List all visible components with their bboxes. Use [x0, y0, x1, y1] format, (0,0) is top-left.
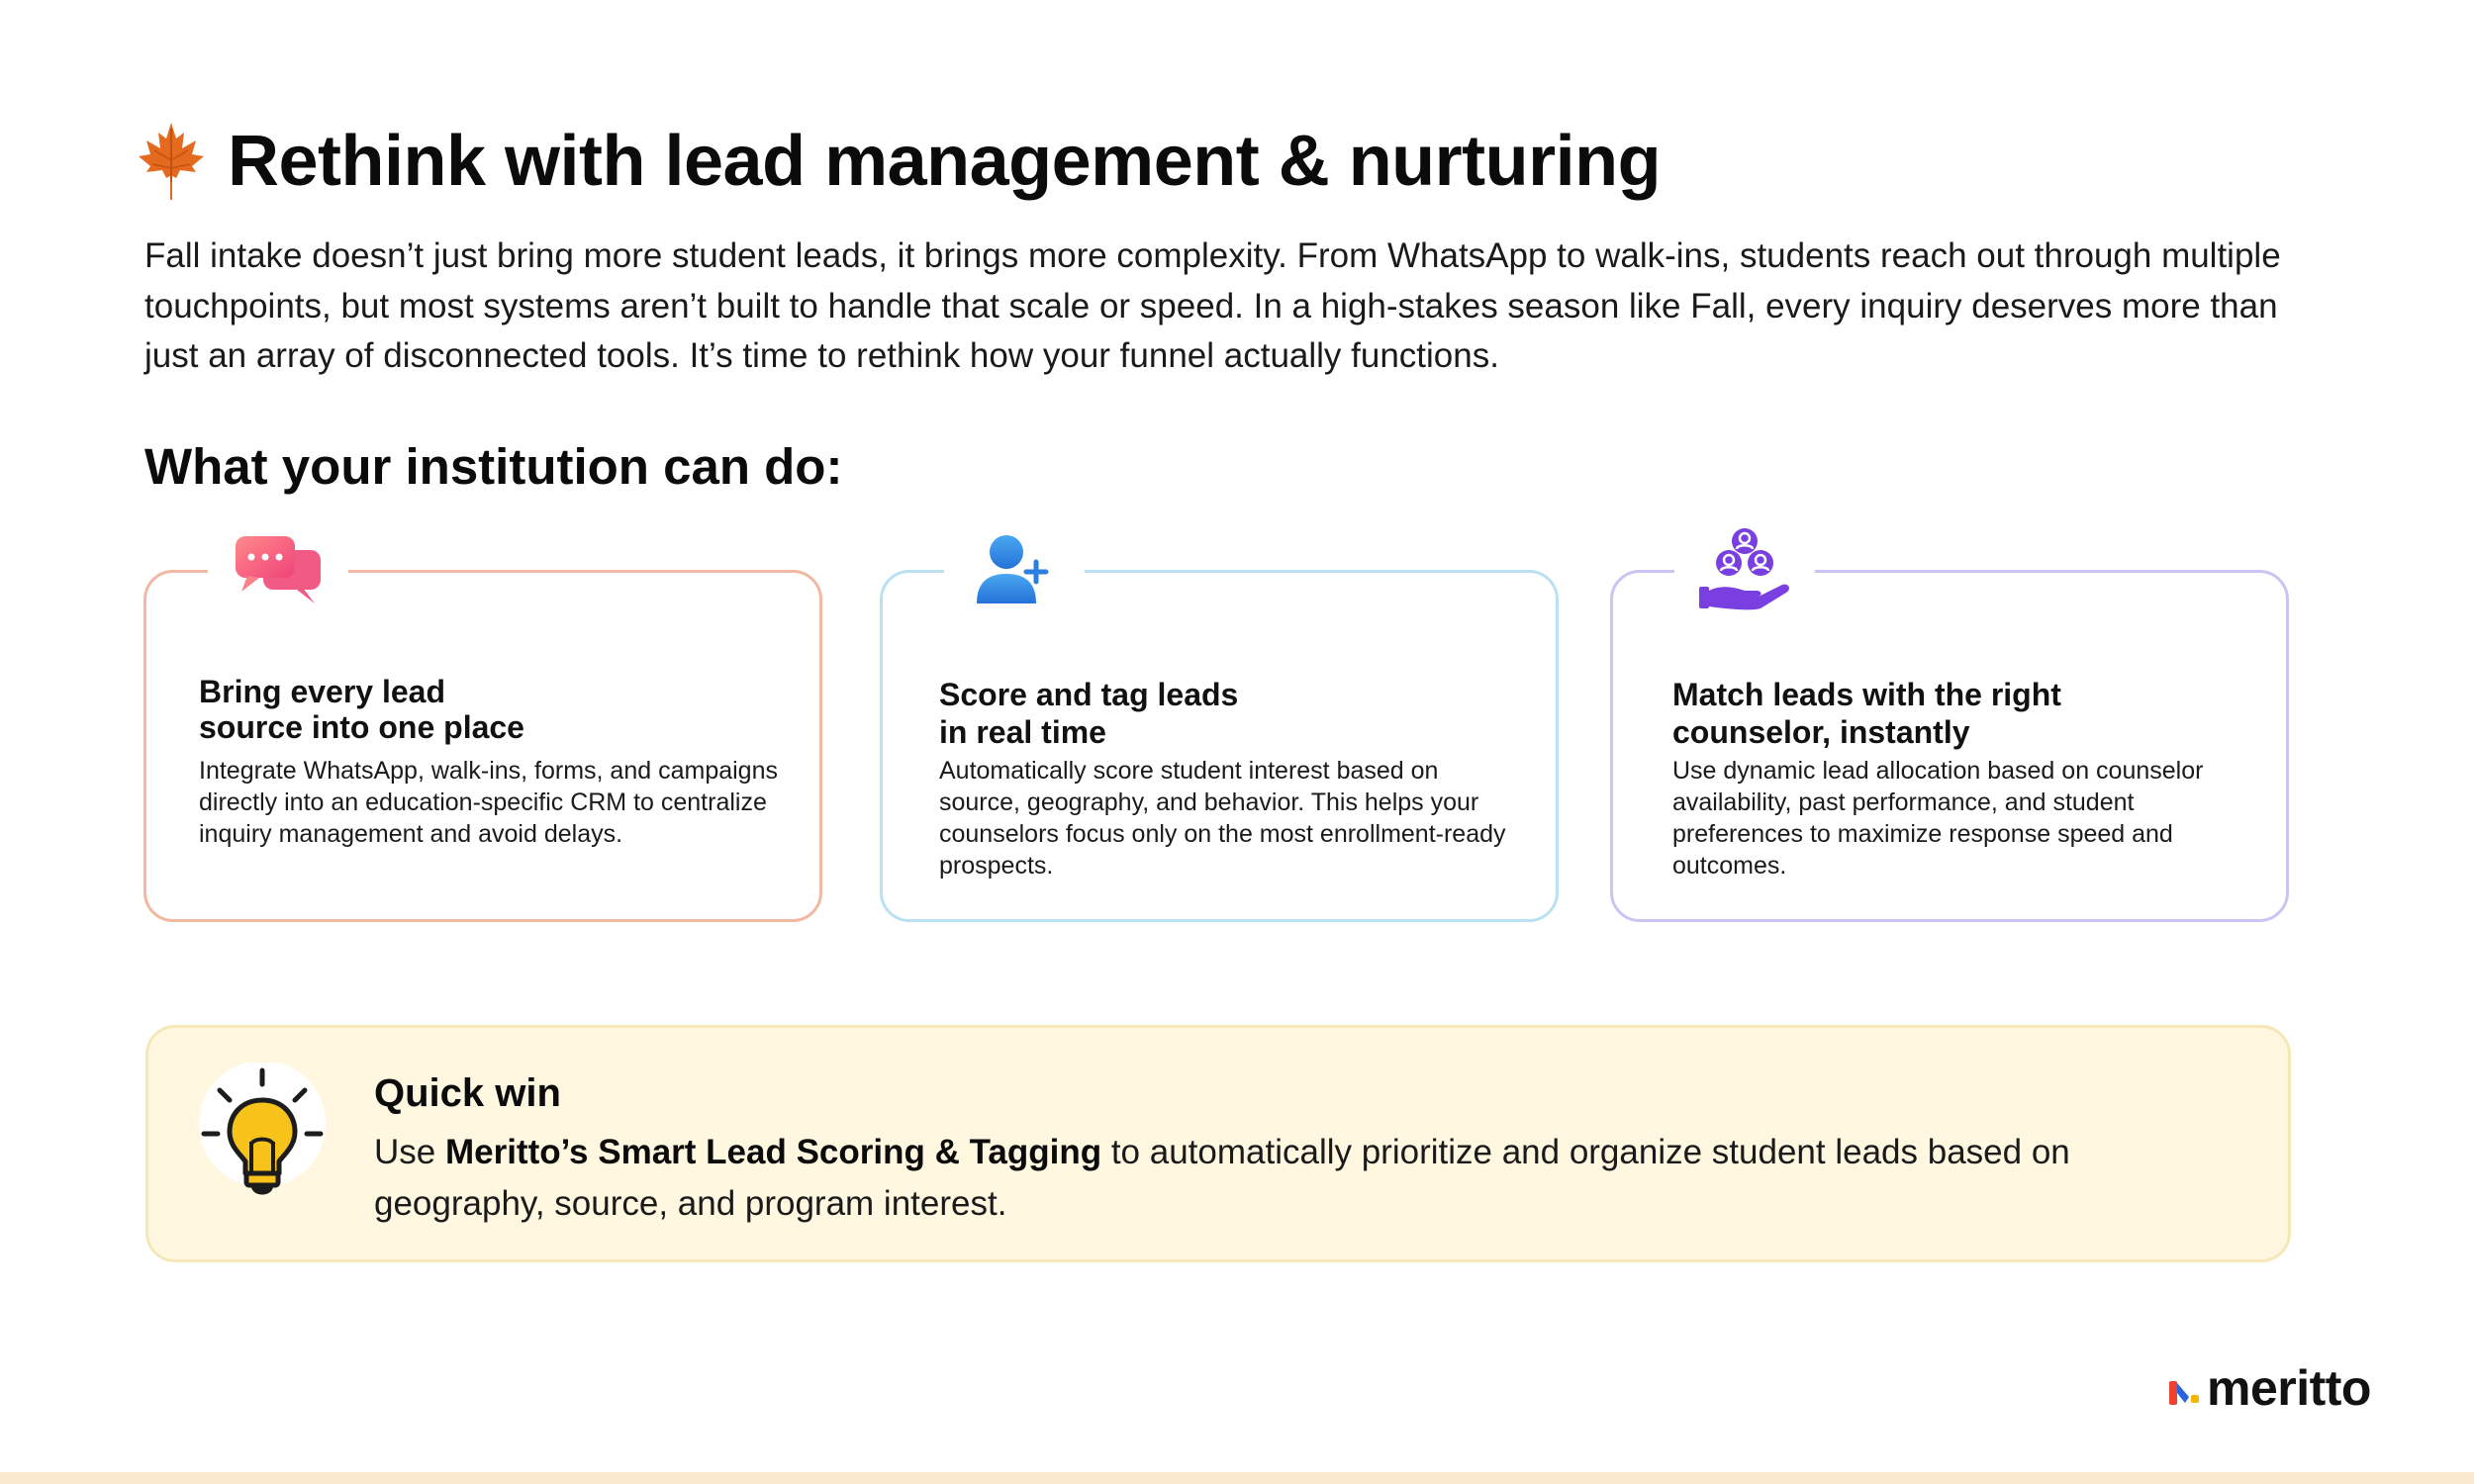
bottom-accent-bar: [0, 1472, 2474, 1484]
card-icon-container: [944, 515, 1085, 624]
quick-win-box: [145, 1025, 2291, 1262]
quick-win-text: Use Meritto’s Smart Lead Scoring & Tagging to automatically prioritize and organize student leads based on geography, source, and program interest.: [374, 1133, 2070, 1223]
card-description: Integrate WhatsApp, walk-ins, forms, and campaigns directly into an education-specific CRM to centralize inquiry management and avoid delays.: [199, 757, 778, 848]
card-title: Match leads with the right counselor, instantly: [1672, 677, 2061, 750]
page-title: Rethink with lead management & nurturing: [228, 122, 1662, 201]
card-description: Automatically score student interest based on source, geography, and behavior. This helps your counselors focus only on the most enrollment-ready prospects.: [939, 757, 1506, 880]
maple-leaf-icon: [137, 121, 206, 202]
feature-card-lead-sources: [143, 570, 822, 922]
section-heading: What your institution can do:: [144, 438, 843, 495]
bulb-icon-container: [198, 1063, 327, 1211]
people-in-hand-icon: [1697, 525, 1792, 614]
meritto-logo-mark-icon: [2169, 1371, 2205, 1405]
card-description: Use dynamic lead allocation based on counselor availability, past performance, and student preferences to maximize response speed and outcomes.: [1672, 757, 2204, 880]
card-icon-container: [208, 515, 348, 624]
add-user-icon: [975, 532, 1054, 607]
chat-bubbles-icon: [234, 534, 323, 605]
intro-paragraph: Fall intake doesn’t just bring more student leads, it brings more complexity. From WhatsApp to walk-ins, students reach out through multiple touchpoints, but most systems aren’t built to handle that scale or speed. In a high-stakes season like Fall, every inquiry deserves more than just an array of disconnected tools. It’s time to rethink how your funnel actually functions.: [144, 236, 2281, 375]
quick-win-title: Quick win: [374, 1071, 561, 1115]
card-title: Bring every lead source into one place: [199, 674, 524, 745]
card-title: Score and tag leads in real time: [939, 677, 1239, 750]
feature-card-score-tag: [880, 570, 1559, 922]
card-icon-container: [1674, 515, 1815, 624]
title-row: [137, 117, 1661, 206]
brand-wordmark: meritto: [2207, 1360, 2371, 1416]
brand-logo: [2169, 1360, 2371, 1416]
feature-card-match-counselor: [1610, 570, 2289, 922]
quick-win-product-name: Meritto’s Smart Lead Scoring & Tagging: [444, 1133, 1102, 1171]
lightbulb-icon: [198, 1063, 327, 1211]
